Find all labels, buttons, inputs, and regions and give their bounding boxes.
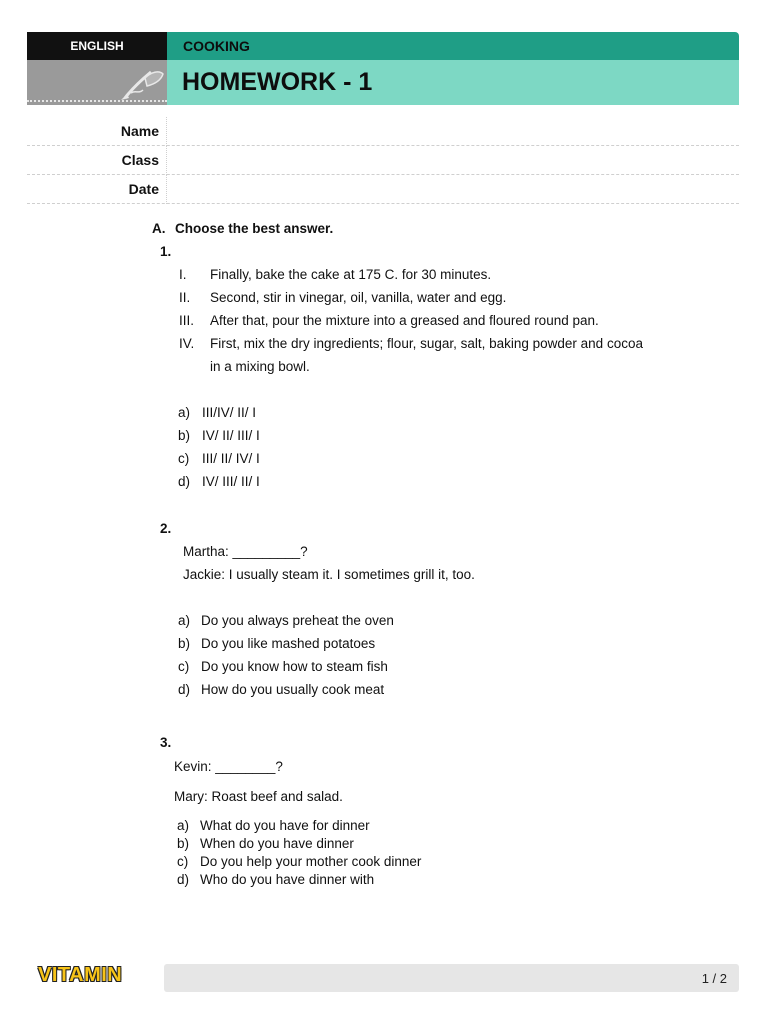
writing-hand-illustration [27,60,167,105]
q2-dialogue-2: Jackie: I usually steam it. I sometimes grill it, too. [183,567,475,582]
step-2-num: II. [179,290,191,305]
class-field[interactable] [27,146,739,175]
date-field[interactable] [27,175,739,204]
q3-option-c[interactable]: c) Do you help your mother cook dinner [177,854,422,869]
q3-option-d[interactable]: d) Who do you have dinner with [177,872,375,887]
subject-label: ENGLISH [27,32,167,60]
step-2-text: Second, stir in vinegar, oil, vanilla, water and egg. [210,290,507,305]
page-title: HOMEWORK - 1 [167,60,739,105]
step-3-num: III. [179,313,195,328]
page-number: 1 / 2 [701,971,727,986]
date-label: Date [128,181,159,197]
q3-dialogue-2: Mary: Roast beef and salad. [174,789,343,804]
q2-dialogue-1: Martha: _________? [183,544,308,559]
step-4-continuation: in a mixing bowl. [210,359,310,374]
section-instruction: Choose the best answer. [175,221,334,236]
q2-option-d[interactable]: d) How do you usually cook meat [178,682,385,697]
q1-option-d[interactable]: d) IV/ III/ II/ I [178,474,260,489]
question-3-number: 3. [160,735,172,750]
q3-dialogue-1: Kevin: ________? [174,759,283,774]
q2-option-b[interactable]: b) Do you like mashed potatoes [178,636,376,651]
q1-option-a[interactable]: a) III/IV/ II/ I [178,405,257,420]
section-letter: A. [152,221,166,236]
name-field[interactable] [27,117,739,146]
name-label: Name [120,123,159,139]
page-footer-bar [164,964,739,992]
pen-hand-icon [27,60,167,105]
class-label: Class [121,152,159,168]
step-1-num: I. [179,267,187,282]
step-3-text: After that, pour the mixture into a greased and floured round pan. [210,313,599,328]
step-4-text: First, mix the dry ingredients; flour, sugar, salt, baking powder and cocoa [210,336,643,351]
q2-option-c[interactable]: c) Do you know how to steam fish [178,659,388,674]
q2-option-a[interactable]: a) Do you always preheat the oven [178,613,394,628]
step-4-num: IV. [179,336,195,351]
topic-label: COOKING [167,32,739,60]
question-2-number: 2. [160,521,172,536]
q1-option-b[interactable]: b) IV/ II/ III/ I [178,428,260,443]
question-1-number: 1. [160,244,172,259]
q3-option-b[interactable]: b) When do you have dinner [177,836,354,851]
q1-option-c[interactable]: c) III/ II/ IV/ I [178,451,260,466]
step-1-text: Finally, bake the cake at 175 C. for 30 minutes. [210,267,492,282]
vitamin-logo: VITAMIN [38,964,123,986]
q3-option-a[interactable]: a) What do you have for dinner [177,818,370,833]
